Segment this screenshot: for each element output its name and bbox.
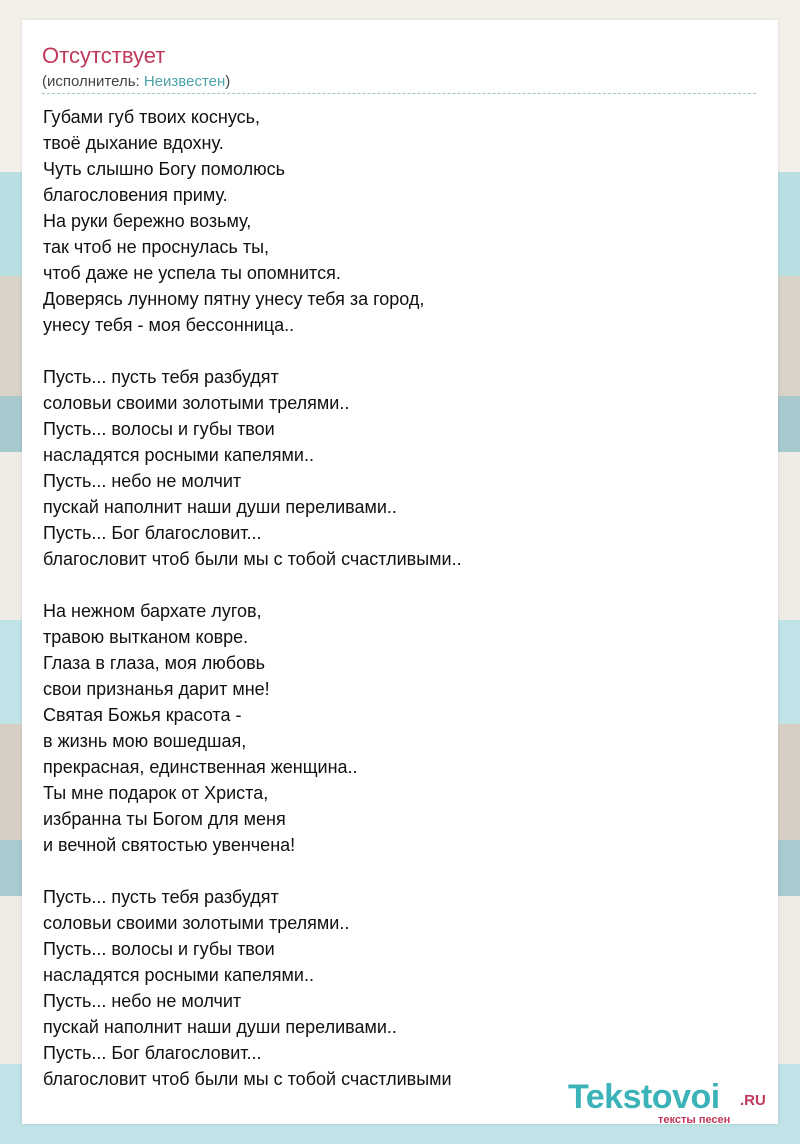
lyric-line: пускай наполнит наши души переливами..	[43, 1017, 397, 1037]
lyric-line: так чтоб не проснулась ты,	[43, 237, 270, 257]
lyric-line: в жизнь мою вошедшая,	[43, 731, 247, 751]
lyrics-stanza	[43, 104, 753, 338]
lyric-line: Пусть... пусть тебя разбудят	[43, 367, 279, 387]
lyric-line: соловьи своими золотыми трелями..	[43, 913, 350, 933]
lyric-line: благословит чтоб были мы с тобой счастливыми	[43, 1069, 452, 1089]
lyric-line: Ты мне подарок от Христа,	[43, 783, 269, 803]
logo-domain: .RU	[740, 1092, 766, 1109]
lyric-line: Пусть... небо не молчит	[43, 991, 242, 1011]
lyric-line: Пусть... волосы и губы твои	[43, 939, 275, 959]
lyrics-body	[43, 104, 753, 1092]
lyric-line: прекрасная, единственная женщина..	[43, 757, 358, 777]
lyric-line: Святая Божья красота -	[43, 705, 242, 725]
artist-suffix: )	[225, 73, 231, 90]
lyric-line: насладятся росными капелями..	[43, 965, 314, 985]
lyric-line: унесу тебя - моя бессонница..	[43, 315, 295, 335]
lyric-line: Чуть слышно Богу помолюсь	[43, 159, 285, 179]
lyric-line: благословит чтоб были мы с тобой счастливыми..	[43, 549, 462, 569]
lyric-line: соловьи своими золотыми трелями..	[43, 393, 350, 413]
lyrics-sheet	[22, 20, 778, 1124]
lyric-line: На нежном бархате лугов,	[43, 601, 262, 621]
logo-wordmark: Tekstovoi	[568, 1078, 720, 1116]
lyric-line: На руки бережно возьму,	[43, 211, 252, 231]
lyric-line: Глаза в глаза, моя любовь	[43, 653, 266, 673]
artist-line	[42, 73, 230, 91]
lyric-line: Пусть... Бог благословит...	[43, 523, 262, 543]
lyrics-stanza	[43, 598, 753, 858]
lyric-line: Пусть... небо не молчит	[43, 471, 242, 491]
dashed-divider	[42, 93, 756, 94]
lyric-line: и вечной святостью увенчена!	[43, 835, 296, 855]
artist-prefix: (исполнитель:	[42, 73, 144, 90]
lyric-line: Губами губ твоих коснусь,	[43, 107, 261, 127]
logo-tagline: тексты песен	[658, 1114, 731, 1126]
lyric-line: благословения приму.	[43, 185, 228, 205]
lyrics-stanza	[43, 364, 753, 572]
song-title: Отсутствует	[42, 43, 166, 68]
site-logo[interactable]	[568, 1077, 778, 1127]
lyric-line: Пусть... пусть тебя разбудят	[43, 887, 279, 907]
lyric-line: Пусть... Бог благословит...	[43, 1043, 262, 1063]
lyric-line: пускай наполнит наши души переливами..	[43, 497, 397, 517]
lyric-line: свои признанья дарит мне!	[43, 679, 270, 699]
lyrics-stanza	[43, 884, 753, 1092]
lyric-line: чтоб даже не успела ты опомнится.	[43, 263, 341, 283]
lyric-line: Пусть... волосы и губы твои	[43, 419, 275, 439]
lyric-line: Доверясь лунному пятну унесу тебя за город,	[43, 289, 425, 309]
lyric-line: твоё дыхание вдохну.	[43, 133, 224, 153]
artist-link[interactable]: Неизвестен	[143, 73, 226, 90]
lyric-line: избранна ты Богом для меня	[43, 809, 286, 829]
lyric-line: травою вытканом ковре.	[43, 627, 249, 647]
lyric-line: насладятся росными капелями..	[43, 445, 314, 465]
